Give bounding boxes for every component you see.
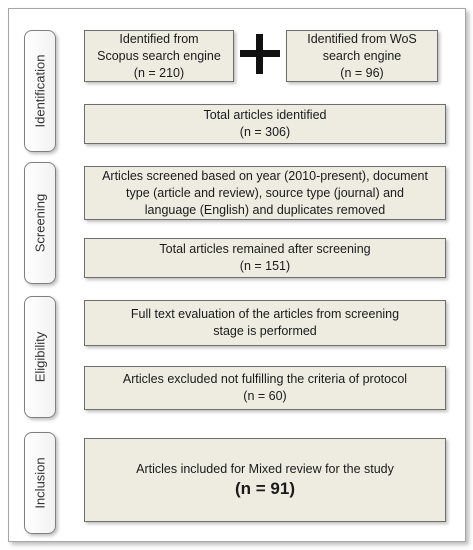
scopus-line1: Identified from	[119, 31, 199, 46]
wos-box	[286, 30, 438, 82]
wos-line2: search engine	[322, 48, 402, 63]
screened-line3: language (English) and duplicates removed	[144, 202, 386, 217]
scopus-count: (n = 210)	[133, 65, 185, 80]
excluded-box	[84, 366, 446, 410]
stage-identification	[24, 30, 56, 152]
full-text-line2: stage is performed	[213, 324, 317, 338]
remained-count: (n = 151)	[239, 259, 291, 273]
excluded-line1: Articles excluded not fulfilling the criteria of protocol	[122, 372, 408, 386]
full-text-line1: Full text evaluation of the articles from screening	[130, 307, 400, 321]
total-identified-box	[84, 104, 446, 144]
included-count: (n = 91)	[235, 478, 295, 498]
stage-eligibility-label: Eligibility	[32, 331, 48, 383]
total-identified-line1: Total articles identified	[203, 108, 327, 122]
wos-line1: Identified from WoS	[307, 31, 417, 46]
total-identified-count: (n = 306)	[239, 125, 291, 139]
remained-line1: Total articles remained after screening	[159, 242, 371, 256]
stage-eligibility	[24, 296, 56, 418]
wos-count: (n = 96)	[340, 65, 384, 80]
plus-icon	[240, 34, 280, 74]
stage-inclusion-label: Inclusion	[32, 457, 48, 509]
stage-inclusion	[24, 432, 56, 534]
screened-line2: type (article and review), source type (journal) and	[126, 185, 404, 200]
scopus-line2: Scopus search engine	[97, 48, 221, 63]
excluded-count: (n = 60)	[243, 389, 287, 403]
stage-screening-label: Screening	[32, 193, 48, 253]
included-box	[84, 438, 446, 522]
screened-box	[84, 166, 446, 220]
remained-box	[84, 238, 446, 278]
full-text-box	[84, 300, 446, 346]
stage-identification-label: Identification	[32, 54, 48, 128]
screened-line1: Articles screened based on year (2010-present), document	[102, 168, 428, 183]
included-line1: Articles included for Mixed review for the study	[136, 461, 394, 476]
stage-screening	[24, 162, 56, 284]
scopus-box	[84, 30, 234, 82]
